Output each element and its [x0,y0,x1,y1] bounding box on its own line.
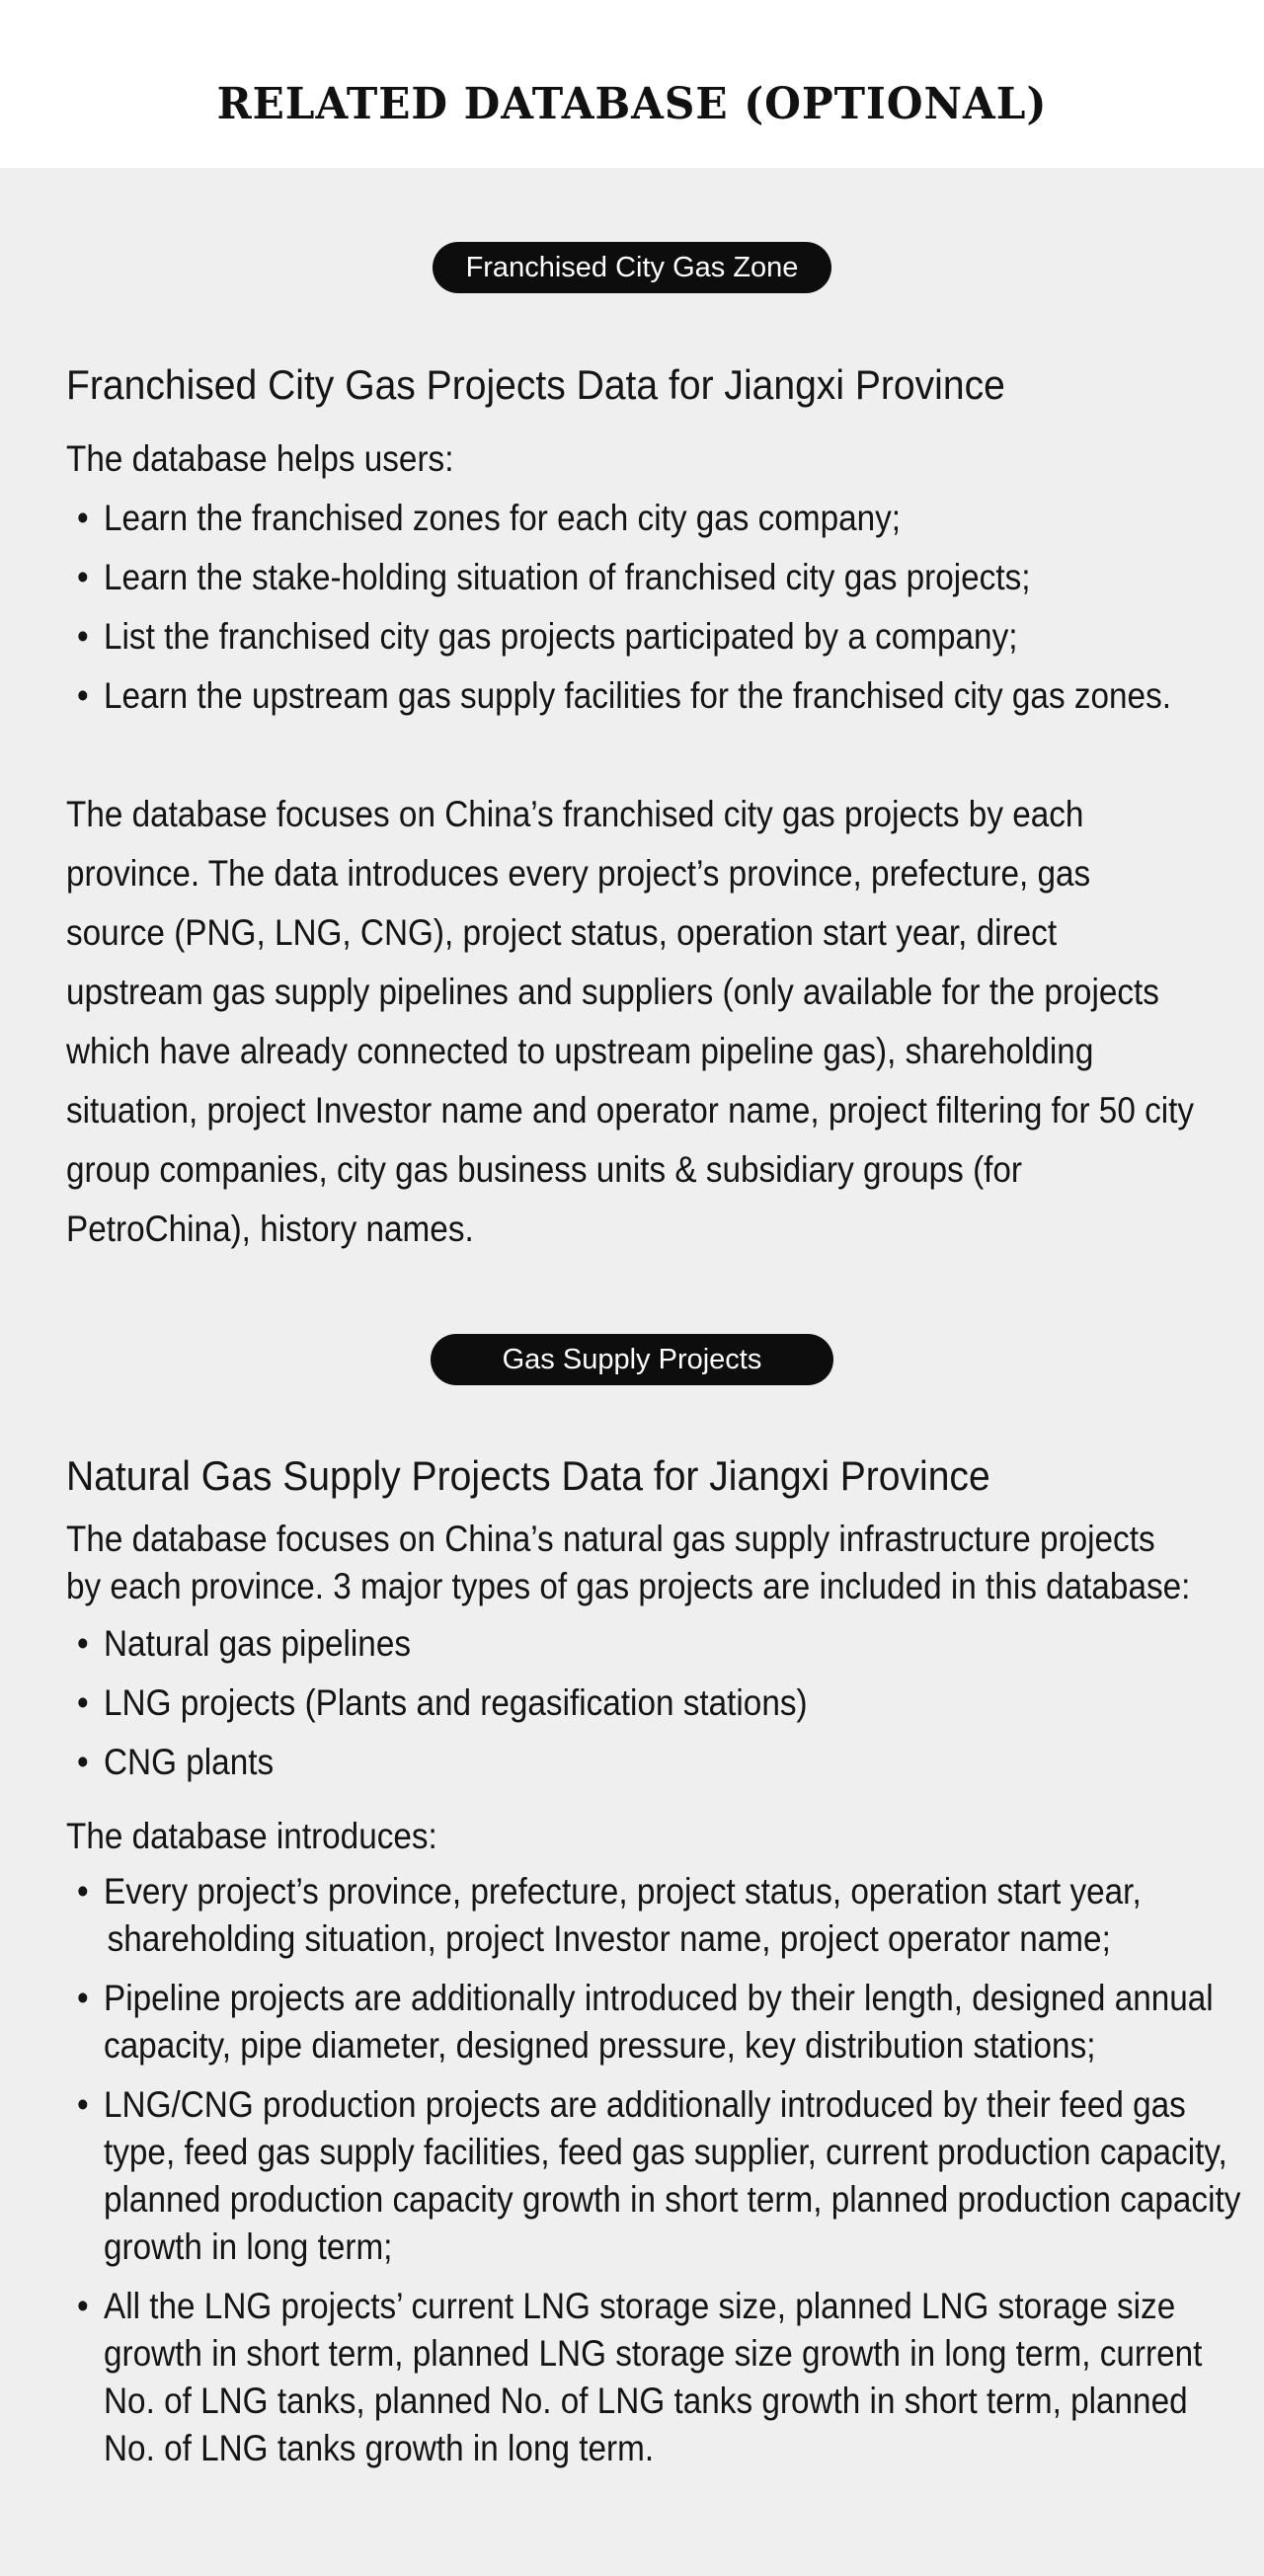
franchised-description-paragraph: The database focuses on China’s franchised city gas projects by each province. The data introduces every project’s province, prefecture, gas source (PNG, LNG, CNG), project status, operation start year, direct upstream gas supply pipelines and suppliers (only available for the projects which have already connected to upstream pipeline gas), shareholding situation, project Investor name and operator name, project filtering for 50 city group companies, city gas business units & subsidiary groups (for PetroChina), history names. [66,794,1195,1249]
list-item-line: capacity, pipe diameter, designed pressure, key distribution stations; [104,2025,1096,2066]
list-item: • Learn the stake-holding situation of franchised city gas projects; [77,553,1171,612]
franchised-city-gas-zone-pill[interactable]: Franchised City Gas Zone [433,242,831,293]
list-item-line: growth in long term; [104,2226,393,2267]
list-item-line: • Pipeline projects are additionally introduced by their length, designed annual [104,1978,1214,2018]
list-item-line: • LNG/CNG production projects are additionally introduced by their feed gas [104,2084,1186,2125]
helps-bullet-list [77,494,1264,731]
list-item: • CNG plants [77,1738,808,1797]
section-title-franchised: Franchised City Gas Projects Data for Jiangxi Province [66,361,1005,408]
list-item: • Natural gas pipelines [77,1619,808,1678]
list-item [77,1868,1264,1963]
list-item: • Learn the franchised zones for each city gas company; [77,494,1171,553]
list-item-line: • Every project’s province, prefecture, project status, operation start year, [104,1871,1142,1912]
list-item: • Learn the upstream gas supply facilities for the franchised city gas zones. [77,671,1171,731]
list-item-line: planned production capacity growth in short term, planned production capacity [104,2179,1241,2220]
list-item-line: No. of LNG tanks growth in long term. [104,2428,655,2468]
list-item-line: growth in short term, planned LNG storage size growth in long term, current [104,2333,1203,2374]
list-item-line: type, feed gas supply facilities, feed gas supplier, current production capacity, [104,2132,1227,2172]
list-item-line: No. of LNG tanks, planned No. of LNG tanks growth in short term, planned [104,2381,1188,2421]
gas-supply-intro-line: by each province. 3 major types of gas projects are included in this database: [66,1566,1191,1606]
list-item-line: • All the LNG projects’ current LNG storage size, planned LNG storage size [104,2286,1176,2326]
list-item [77,2081,1264,2271]
gas-supply-projects-pill[interactable]: Gas Supply Projects [431,1334,833,1385]
project-types-list [77,1619,889,1797]
introduces-detail-list [77,1868,1264,2484]
section-intro-helps: The database helps users: [66,438,454,479]
gas-supply-intro-line: The database focuses on China’s natural gas supply infrastructure projects [66,1519,1155,1559]
page-title: RELATED DATABASE (OPTIONAL) [216,79,1048,129]
introduces-label: The database introduces: [66,1816,437,1856]
list-item [77,1975,1264,2069]
page-header [0,0,1264,168]
list-item: • LNG projects (Plants and regasification stations) [77,1678,808,1738]
list-item [77,2283,1264,2472]
list-item: • List the franchised city gas projects participated by a company; [77,612,1171,671]
main-content [0,168,1264,2576]
section-title-gas-supply: Natural Gas Supply Projects Data for Jiangxi Province [66,1452,990,1499]
list-item-line: shareholding situation, project Investor name, project operator name; [107,1918,1111,1959]
